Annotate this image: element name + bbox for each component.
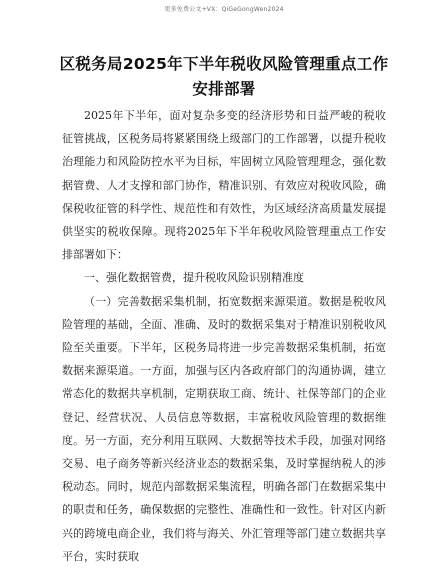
header-note: 更多免费公文+VX：QiGeGongWen2024 bbox=[164, 6, 284, 13]
document-title bbox=[50, 52, 398, 102]
title-line-1: 区税务局2025年下半年税收风险管理重点工作 bbox=[59, 55, 389, 73]
section-heading: 一、强化数据管费，提升税收风险识别精准度 bbox=[84, 271, 304, 285]
document-body bbox=[62, 104, 386, 568]
intro-paragraph: 2025年下半年，面对复杂多变的经济形势和日益严峻的税收征管挑战，区税务局将紧紧围绕上级部门的工作部署，以提升税收治理能力和风险防控水平为目标，牢固树立风险管理理念，强化数据管费、人才支撑和部门协作，精准识别、有效应对税收风险，确保税收征管的科学性、规范性和有效性，为区域经济高质量发展提供坚实的税收保障。现将2025年下半年税收风险管理重点工作安排部署如下： bbox=[62, 109, 386, 262]
title-line-2: 安排部署 bbox=[192, 80, 256, 98]
section-paragraph: （一）完善数据采集机制，拓宽数据来源渠道。数据是税收风险管理的基础，全面、准确、及时的数据采集对于精准识别税收风险至关重要。下半年，区税务局将进一步完善数据采集机制，拓宽数据来源渠道。一方面，加强与区内各政府部门的沟通协调，建立常态化的数据共享机制，定期获取工商、统计、社保等部门的企业登记、经营状况、人员信息等数据，丰富税收风险管理的数据维度。另一方面，充分利用互联网、大数据等技术手段，加强对网络交易、电子商务等新兴经济业态的数据采集，及时掌握纳税人的涉税动态。同时，规范内部数据采集流程，明确各部门在数据采集中的职责和任务，确保数据的完整性、准确性和一致性。针对区内新兴的跨境电商企业，我们将与海关、外汇管理等部门建立数据共享平台，实时获取 bbox=[62, 294, 386, 563]
